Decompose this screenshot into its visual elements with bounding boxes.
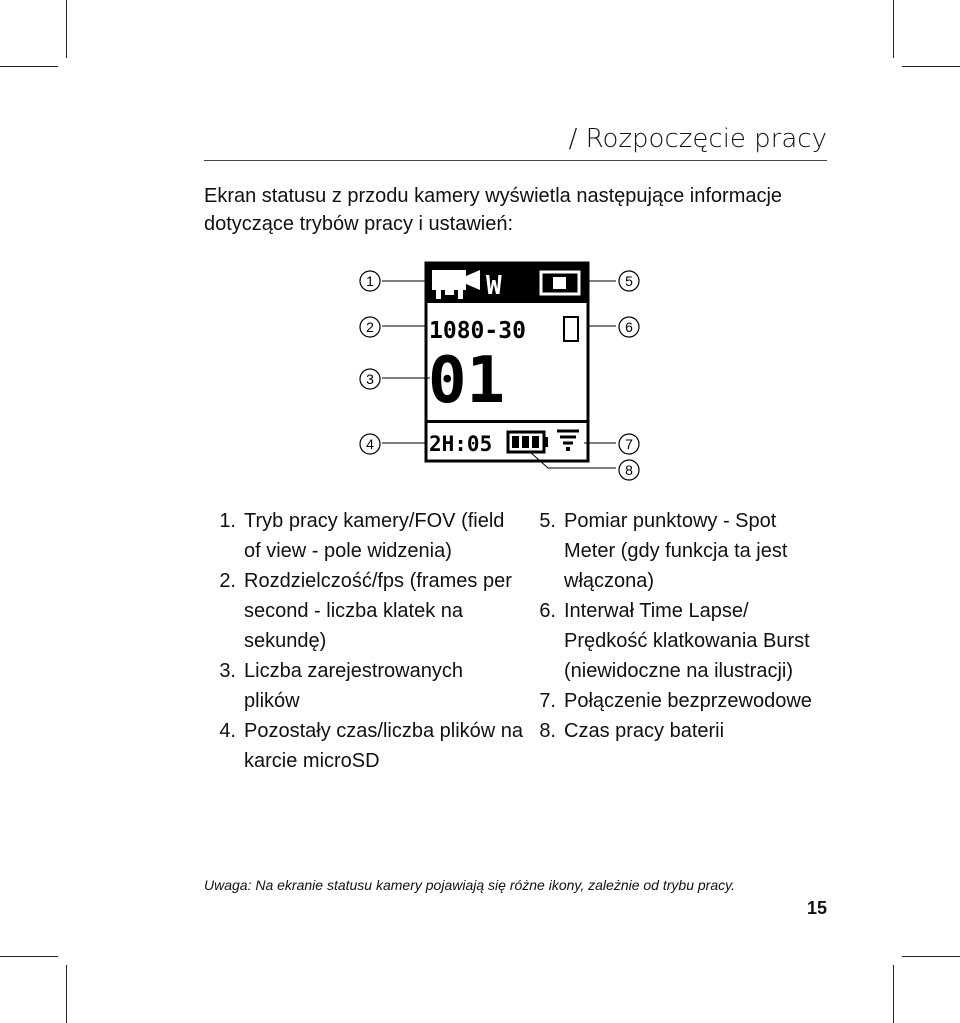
callout-5 — [619, 271, 639, 291]
section-title: / Rozpoczęcie pracy — [568, 124, 827, 154]
list-item: 7. Połączenie bezprzewodowe — [539, 690, 812, 712]
remaining-time-readout: 2H:05 — [429, 432, 493, 456]
list-item: 5. Pomiar punktowy - Spot Meter (gdy funkcja ta jest włączona) — [539, 510, 788, 592]
resolution-readout: 1080-30 — [429, 318, 526, 344]
screen-separator — [426, 420, 588, 423]
legend-list-right — [524, 506, 824, 746]
svg-text:3: 3 — [366, 371, 374, 387]
svg-text:8: 8 — [625, 462, 633, 478]
svg-text:4: 4 — [366, 436, 374, 452]
list-item: 6. Interwał Time Lapse/ Prędkość klatkowania Burst (niewidoczne na ilustracji) — [539, 600, 810, 682]
callout-4 — [360, 434, 380, 454]
list-item: 3. Liczba zarejestrowanych plików — [219, 660, 463, 712]
callout-1 — [360, 271, 380, 291]
svg-text:1: 1 — [366, 273, 374, 289]
page-number: 15 — [806, 898, 827, 918]
list-item: 2. Rozdzielczość/fps (frames per second - liczba klatek na sekundę) — [219, 570, 512, 652]
callout-7 — [619, 434, 639, 454]
svg-text:7: 7 — [625, 436, 633, 452]
callout-8 — [619, 460, 639, 480]
file-count-readout: 01 — [428, 344, 506, 418]
fov-wide-icon: W — [486, 271, 502, 301]
list-item: 4. Pozostały czas/liczba plików na karcie microSD — [219, 720, 524, 772]
footnote: Uwaga: Na ekranie statusu kamery pojawiają się różne ikony, zależnie od trybu pracy. — [204, 877, 735, 893]
callout-3 — [360, 369, 380, 389]
list-item: 8. Czas pracy baterii — [539, 720, 725, 742]
legend-list-left — [204, 506, 524, 776]
callout-6 — [619, 317, 639, 337]
intro-text: Ekran statusu z przodu kamery wyświetla następujące informacje dotyczące trybów pracy i ustawień: — [204, 185, 783, 235]
svg-text:5: 5 — [625, 273, 633, 289]
svg-text:2: 2 — [366, 319, 374, 335]
list-item: 1. Tryb pracy kamery/FOV (field of view - pole widzenia) — [219, 510, 505, 562]
svg-text:6: 6 — [625, 319, 633, 335]
callout-2 — [360, 317, 380, 337]
